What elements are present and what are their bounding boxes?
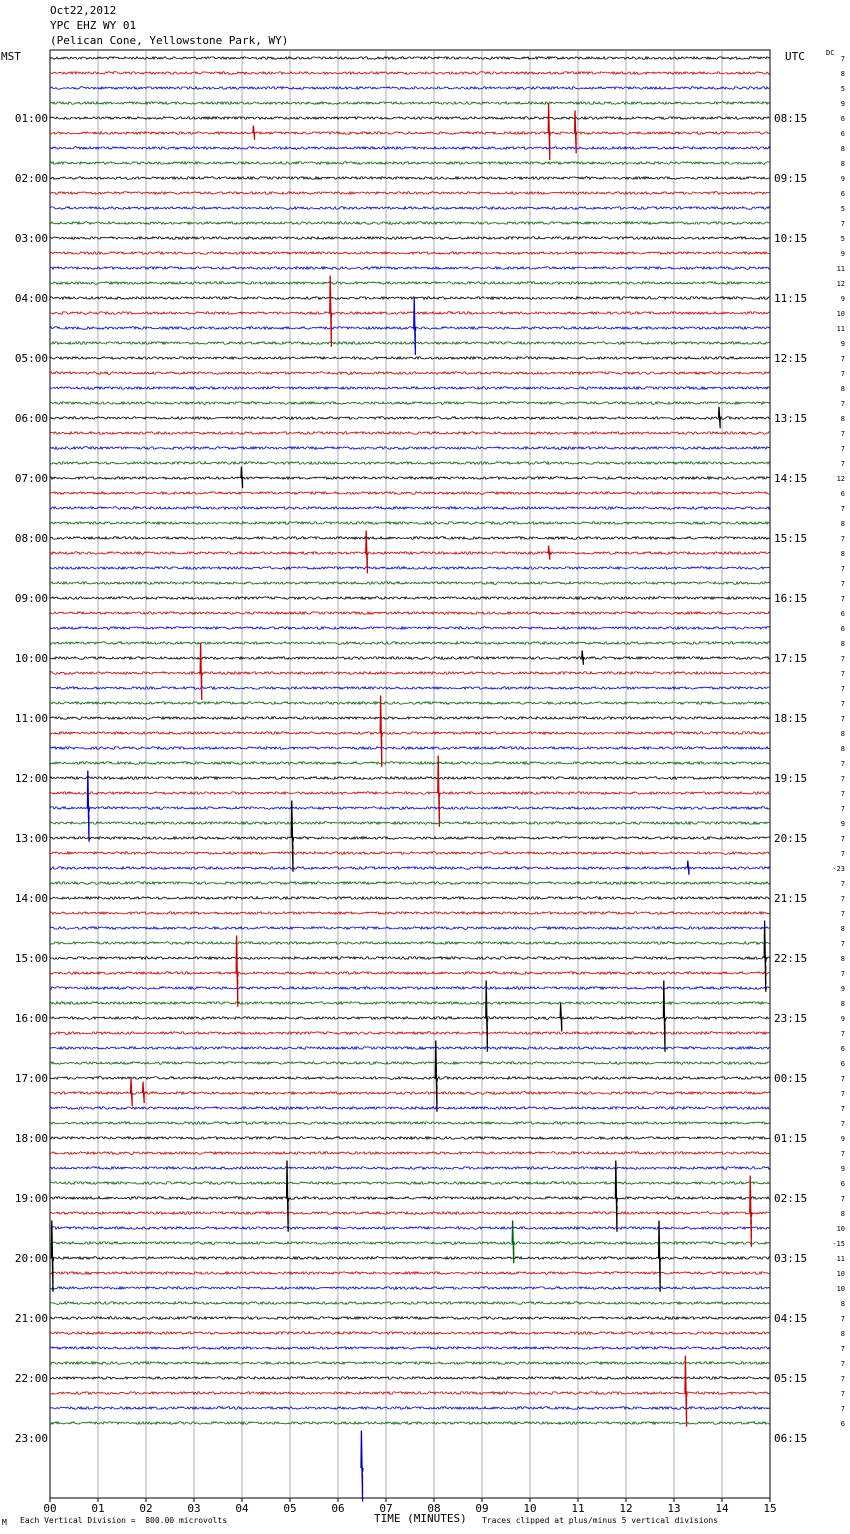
seismic-event [236, 936, 238, 1007]
right-time-label: 14:15 [774, 472, 808, 485]
dc-offset-value: 6 [840, 1180, 845, 1188]
trace-line [50, 777, 770, 780]
trace-line [50, 612, 770, 615]
seismic-event [435, 1041, 437, 1112]
seismic-event [200, 643, 202, 700]
dc-offset-value: 12 [836, 475, 845, 483]
x-tick-label: 11 [571, 1502, 585, 1515]
trace-line [50, 1407, 770, 1410]
trace-line [50, 942, 770, 945]
seismic-event [582, 651, 584, 665]
dc-offset-value: 7 [840, 1150, 845, 1158]
dc-offset-value: 7 [840, 940, 845, 948]
dc-offset-value: -23 [832, 865, 845, 873]
dc-offset-value: 8 [840, 1330, 845, 1338]
trace-line [50, 372, 770, 375]
dc-offset-value: 8 [840, 730, 845, 738]
dc-offset-value: 6 [840, 1060, 845, 1068]
dc-offset-value: 7 [840, 895, 845, 903]
trace-line [50, 1257, 770, 1260]
dc-offset-value: -15 [832, 1240, 845, 1248]
trace-line [50, 1197, 770, 1200]
trace-line [50, 747, 770, 750]
dc-offset-value: 5 [840, 85, 845, 93]
left-time-label: 18:00 [14, 1132, 48, 1145]
dc-offset-value: 8 [840, 640, 845, 648]
dc-offset-value: 9 [840, 250, 845, 258]
trace-line [50, 1077, 770, 1080]
trace-line [50, 1107, 770, 1110]
trace-line [50, 417, 770, 420]
trace-line [50, 1092, 770, 1095]
right-time-label: 06:15 [774, 1432, 808, 1445]
dc-offset-value: 8 [840, 550, 845, 558]
dc-offset-value: 7 [840, 790, 845, 798]
seismic-event [750, 1176, 752, 1247]
dc-offset-value: 8 [840, 160, 845, 168]
trace-line [50, 222, 770, 225]
seismic-event [615, 1161, 617, 1232]
dc-offset-value: 7 [840, 595, 845, 603]
dc-offset-value: 7 [840, 835, 845, 843]
trace-line [50, 402, 770, 405]
dc-offset-value: 7 [840, 1345, 845, 1353]
dc-offset-value: 8 [840, 415, 845, 423]
trace-line [50, 297, 770, 300]
trace-line [50, 477, 770, 480]
dc-offset-value: 7 [840, 1075, 845, 1083]
trace-line [50, 1347, 770, 1350]
trace-line [50, 1032, 770, 1035]
trace-line [50, 132, 770, 135]
dc-offset-value: 8 [840, 1210, 845, 1218]
dc-offset-value: 8 [840, 70, 845, 78]
trace-line [50, 507, 770, 510]
trace-line [50, 882, 770, 885]
dc-offset-value: 10 [836, 1225, 845, 1233]
left-time-label: 21:00 [14, 1312, 48, 1325]
dc-offset-value: 9 [840, 1135, 845, 1143]
seismic-event [414, 298, 416, 355]
dc-offset-value: 6 [840, 115, 845, 123]
dc-offset-value: 9 [840, 1015, 845, 1023]
trace-line [50, 1017, 770, 1020]
dc-offset-value: 10 [836, 1285, 845, 1293]
seismic-event [764, 921, 766, 992]
trace-line [50, 957, 770, 960]
dc-offset-value: 11 [836, 1255, 845, 1263]
trace-line [50, 462, 770, 465]
right-time-label: 21:15 [774, 892, 808, 905]
left-time-label: 11:00 [14, 712, 48, 725]
dc-offset-value: 6 [840, 610, 845, 618]
dc-offset-value: 7 [840, 880, 845, 888]
left-time-label: 16:00 [14, 1012, 48, 1025]
trace-line [50, 447, 770, 450]
trace-line [50, 1317, 770, 1320]
x-tick-label: 07 [379, 1502, 393, 1515]
dc-offset-value: 8 [840, 145, 845, 153]
trace-line [50, 732, 770, 735]
trace-line [50, 912, 770, 915]
trace-line [50, 1377, 770, 1380]
dc-offset-value: 7 [840, 400, 845, 408]
x-axis-title: TIME (MINUTES) [374, 1512, 467, 1525]
trace-line [50, 762, 770, 765]
dc-offset-value: 8 [840, 1000, 845, 1008]
dc-offset-value: 11 [836, 265, 845, 273]
trace-line [50, 1362, 770, 1365]
x-tick-label: 04 [235, 1502, 249, 1515]
left-time-label: 04:00 [14, 292, 48, 305]
dc-offset-value: 7 [840, 670, 845, 678]
trace-line [50, 1272, 770, 1275]
trace-line [50, 1137, 770, 1140]
x-tick-label: 00 [43, 1502, 57, 1515]
dc-offset-value: 7 [840, 1030, 845, 1038]
dc-offset-value: 7 [840, 850, 845, 858]
dc-offset-value: 8 [840, 385, 845, 393]
x-tick-label: 10 [523, 1502, 537, 1515]
trace-line [50, 162, 770, 165]
x-tick-label: 12 [619, 1502, 633, 1515]
scale-mark: M [2, 1518, 7, 1527]
seismic-event [287, 1161, 289, 1232]
trace-line [50, 1167, 770, 1170]
dc-offset-value: 7 [840, 970, 845, 978]
left-time-label: 17:00 [14, 1072, 48, 1085]
dc-offset-value: 6 [840, 130, 845, 138]
seismic-event [330, 276, 332, 347]
left-time-label: 22:00 [14, 1372, 48, 1385]
right-time-label: 18:15 [774, 712, 808, 725]
dc-offset-value: 11 [836, 325, 845, 333]
right-time-label: 11:15 [774, 292, 808, 305]
trace-line [50, 357, 770, 360]
dc-offset-value: 7 [840, 685, 845, 693]
dc-offset-value: 9 [840, 820, 845, 828]
dc-offset-value: 7 [840, 460, 845, 468]
seismic-event [51, 1221, 53, 1292]
dc-offset-value: 10 [836, 1270, 845, 1278]
trace-line [50, 792, 770, 795]
right-time-label: 23:15 [774, 1012, 808, 1025]
trace-line [50, 897, 770, 900]
trace-line [50, 207, 770, 210]
left-time-label: 10:00 [14, 652, 48, 665]
left-time-label: 15:00 [14, 952, 48, 965]
dc-offset-value: 7 [840, 1105, 845, 1113]
x-tick-label: 05 [283, 1502, 297, 1515]
x-tick-label: 14 [715, 1502, 729, 1515]
trace-group [50, 57, 770, 1425]
trace-line [50, 117, 770, 120]
dc-offset-value: 7 [840, 1375, 845, 1383]
trace-line [50, 1332, 770, 1335]
seismic-event [380, 696, 382, 767]
trace-line [50, 1182, 770, 1185]
trace-line [50, 687, 770, 690]
dc-offset-value: 7 [840, 430, 845, 438]
dc-offset-value: 6 [840, 190, 845, 198]
trace-line [50, 867, 770, 870]
trace-line [50, 1122, 770, 1125]
dc-label: DC [826, 49, 835, 57]
dc-offset-value: 7 [840, 760, 845, 768]
left-time-label: 23:00 [14, 1432, 48, 1445]
dc-offset-value: 7 [840, 655, 845, 663]
dc-offset-value: 8 [840, 1300, 845, 1308]
seismic-event [663, 981, 665, 1052]
seismic-event [131, 1078, 133, 1107]
trace-line [50, 552, 770, 555]
trace-line [50, 342, 770, 345]
clip-note: Traces clipped at plus/minus 5 vertical divisions [482, 1516, 719, 1525]
trace-line [50, 987, 770, 990]
trace-line [50, 1242, 770, 1245]
dc-offset-value: 8 [840, 925, 845, 933]
trace-line [50, 717, 770, 720]
trace-line [50, 72, 770, 75]
trace-line [50, 177, 770, 180]
trace-line [50, 237, 770, 240]
right-time-label: 08:15 [774, 112, 808, 125]
trace-line [50, 537, 770, 540]
trace-line [50, 1302, 770, 1305]
trace-line [50, 657, 770, 660]
dc-offset-value: 6 [840, 1045, 845, 1053]
right-time-label: 10:15 [774, 232, 808, 245]
trace-line [50, 282, 770, 285]
dc-offset-value: 10 [836, 310, 845, 318]
dc-offset-value: 9 [840, 175, 845, 183]
right-time-label: 09:15 [774, 172, 808, 185]
trace-line [50, 627, 770, 630]
left-time-label: 13:00 [14, 832, 48, 845]
trace-line [50, 852, 770, 855]
right-time-label: 15:15 [774, 532, 808, 545]
trace-line [50, 312, 770, 315]
dc-offset-value: 7 [840, 55, 845, 63]
right-time-label: 05:15 [774, 1372, 808, 1385]
dc-offset-value: 7 [840, 1360, 845, 1368]
left-time-label: 08:00 [14, 532, 48, 545]
dc-offset-value: 6 [840, 625, 845, 633]
trace-line [50, 807, 770, 810]
trace-line [50, 192, 770, 195]
dc-offset-value: 8 [840, 955, 845, 963]
trace-line [50, 102, 770, 105]
left-time-label: 09:00 [14, 592, 48, 605]
seismic-event [687, 861, 689, 875]
dc-offset-value: 12 [836, 280, 845, 288]
trace-line [50, 432, 770, 435]
left-time-label: 20:00 [14, 1252, 48, 1265]
x-tick-label: 01 [91, 1502, 105, 1515]
left-time-label: 03:00 [14, 232, 48, 245]
right-time-label: 00:15 [774, 1072, 808, 1085]
trace-line [50, 1002, 770, 1005]
seismic-event [253, 126, 255, 140]
dc-offset-value: 9 [840, 340, 845, 348]
dc-offset-value: 7 [840, 1195, 845, 1203]
right-time-label: 03:15 [774, 1252, 808, 1265]
dc-offset-value: 7 [840, 445, 845, 453]
x-tick-label: 15 [763, 1502, 777, 1515]
dc-offset-value: 8 [840, 745, 845, 753]
right-time-label: 16:15 [774, 592, 808, 605]
dc-offset-value: 7 [840, 1120, 845, 1128]
header-date: Oct22,2012 [50, 4, 117, 17]
trace-line [50, 327, 770, 330]
trace-line [50, 567, 770, 570]
trace-line [50, 57, 770, 60]
axis-labels [15, 55, 845, 1515]
seismic-event [291, 801, 293, 872]
trace-line [50, 1152, 770, 1155]
trace-line [50, 492, 770, 495]
dc-offset-value: 8 [840, 520, 845, 528]
left-axis-label: MST [1, 50, 21, 63]
dc-offset-value: 9 [840, 295, 845, 303]
right-time-label: 19:15 [774, 772, 808, 785]
left-time-label: 14:00 [14, 892, 48, 905]
left-time-label: 05:00 [14, 352, 48, 365]
left-time-label: 07:00 [14, 472, 48, 485]
left-time-label: 12:00 [14, 772, 48, 785]
seismic-event [659, 1221, 661, 1292]
dc-offset-value: 6 [840, 490, 845, 498]
header-location: (Pelican Cone, Yellowstone Park, WY) [50, 34, 289, 47]
dc-offset-value: 7 [840, 910, 845, 918]
right-time-label: 20:15 [774, 832, 808, 845]
header-station: YPC EHZ WY 01 [50, 19, 137, 32]
seismic-event [438, 756, 440, 827]
trace-line [50, 1422, 770, 1425]
dc-offset-value: 5 [840, 205, 845, 213]
trace-line [50, 1392, 770, 1395]
dc-offset-value: 7 [840, 505, 845, 513]
dc-offset-value: 7 [840, 580, 845, 588]
trace-line [50, 927, 770, 930]
trace-line [50, 582, 770, 585]
dc-offset-value: 5 [840, 235, 845, 243]
trace-line [50, 837, 770, 840]
dc-offset-value: 7 [840, 700, 845, 708]
x-tick-label: 08 [427, 1502, 441, 1515]
right-time-label: 12:15 [774, 352, 808, 365]
dc-offset-value: 7 [840, 1090, 845, 1098]
scale-note: Each Vertical Division = 800.00 microvolts [20, 1516, 228, 1525]
right-time-label: 22:15 [774, 952, 808, 965]
trace-line [50, 1287, 770, 1290]
trace-line [50, 387, 770, 390]
dc-offset-value: 7 [840, 220, 845, 228]
dc-offset-value: 6 [840, 1420, 845, 1428]
right-time-label: 17:15 [774, 652, 808, 665]
x-tick-label: 03 [187, 1502, 201, 1515]
trace-line [50, 1062, 770, 1065]
x-tick-label: 02 [139, 1502, 153, 1515]
dc-offset-value: 7 [840, 535, 845, 543]
trace-line [50, 672, 770, 675]
trace-line [50, 522, 770, 525]
right-time-label: 02:15 [774, 1192, 808, 1205]
seismic-event [87, 771, 89, 842]
dc-offset-value: 7 [840, 1390, 845, 1398]
right-time-label: 01:15 [774, 1132, 808, 1145]
left-time-label: 02:00 [14, 172, 48, 185]
dc-offset-value: 7 [840, 355, 845, 363]
seismic-event [685, 1356, 687, 1427]
dc-offset-value: 7 [840, 715, 845, 723]
right-time-label: 04:15 [774, 1312, 808, 1325]
left-time-label: 01:00 [14, 112, 48, 125]
x-tick-label: 09 [475, 1502, 489, 1515]
dc-offset-value: 9 [840, 100, 845, 108]
right-axis-label: UTC [785, 50, 805, 63]
dc-offset-value: 7 [840, 775, 845, 783]
seismic-event [361, 1431, 363, 1502]
trace-line [50, 1227, 770, 1230]
left-time-label: 06:00 [14, 412, 48, 425]
trace-line [50, 267, 770, 270]
trace-line [50, 597, 770, 600]
x-tick-label: 13 [667, 1502, 681, 1515]
seismic-event [486, 981, 488, 1052]
trace-line [50, 642, 770, 645]
trace-line [50, 87, 770, 90]
dc-offset-value: 7 [840, 370, 845, 378]
trace-line [50, 1047, 770, 1050]
dc-offset-value: 7 [840, 565, 845, 573]
trace-line [50, 252, 770, 255]
dc-offset-value: 7 [840, 805, 845, 813]
dc-offset-value: 9 [840, 985, 845, 993]
trace-line [50, 702, 770, 705]
seismic-event [548, 546, 550, 560]
x-tick-label: 06 [331, 1502, 345, 1515]
left-time-label: 19:00 [14, 1192, 48, 1205]
trace-line [50, 972, 770, 975]
trace-line [50, 147, 770, 150]
right-time-label: 13:15 [774, 412, 808, 425]
dc-offset-value: 9 [840, 1165, 845, 1173]
trace-line [50, 1212, 770, 1215]
dc-offset-value: 7 [840, 1315, 845, 1323]
dc-offset-value: 7 [840, 1405, 845, 1413]
trace-line [50, 822, 770, 825]
